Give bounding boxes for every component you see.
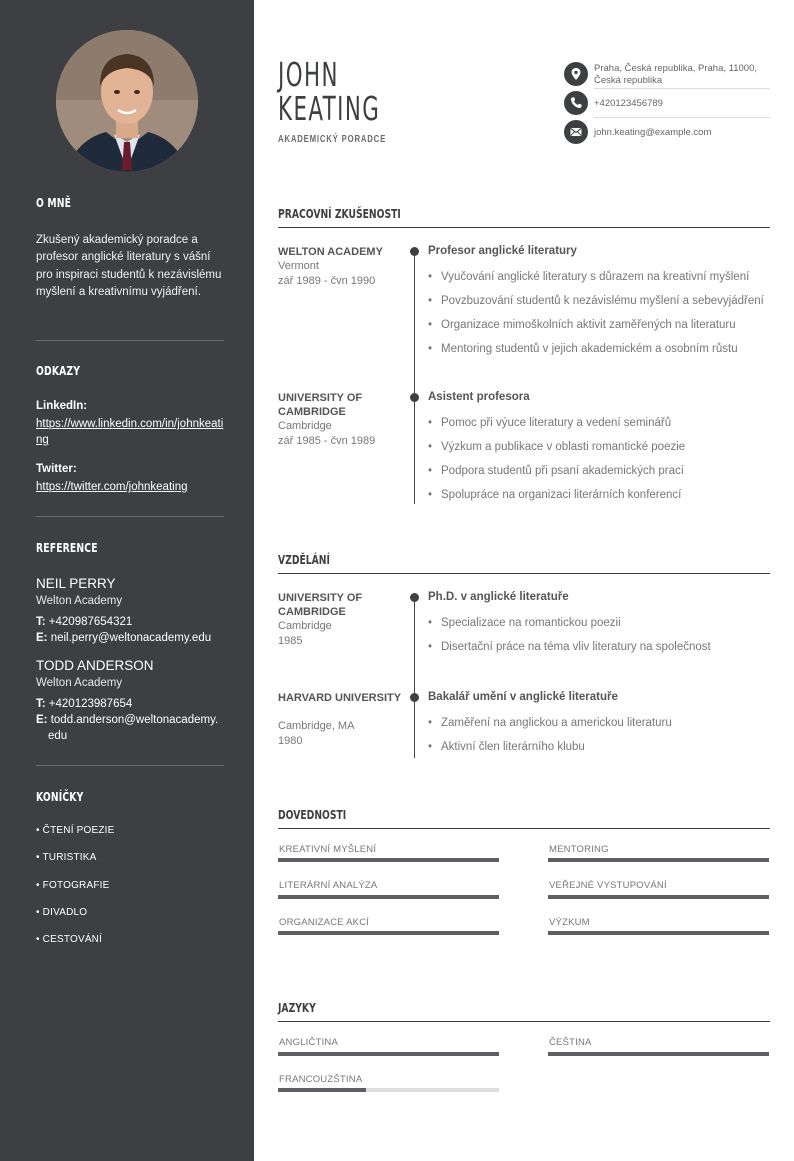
section-rule	[278, 1021, 770, 1022]
reference-org: Welton Academy	[36, 677, 123, 689]
links-title: ODKAZY	[36, 363, 81, 378]
job-title: Asistent profesora	[428, 391, 530, 403]
skill-label: KREATIVNÍ MYŠLENÍ	[279, 844, 377, 855]
reference-phone	[36, 614, 226, 630]
last-name: KEATING	[278, 89, 381, 128]
education-org: UNIVERSITY OF CAMBRIDGE	[278, 592, 363, 618]
skill-bar	[548, 931, 769, 935]
phone-icon	[564, 91, 588, 115]
list-item: • Disertační práce na téma vliv literatury na společnost	[428, 641, 773, 653]
degree-title: Ph.D. v anglické literatuře	[428, 591, 569, 603]
reference-org: Welton Academy	[36, 595, 123, 607]
list-item: • Vyučování anglické literatury s důrazem na kreativní myšlení	[428, 271, 773, 283]
education-location: Cambridge, MA	[278, 720, 355, 732]
hobby-item: • CESTOVÁNÍ	[36, 934, 103, 945]
email-label: E:	[36, 632, 48, 644]
reference-name: NEIL PERRY	[36, 576, 116, 591]
language-bar	[278, 1052, 499, 1056]
divider	[36, 765, 224, 766]
section-rule	[278, 227, 770, 228]
skill-bar-fill	[278, 858, 499, 862]
hobby-item: • FOTOGRAFIE	[36, 880, 110, 891]
language-label: FRANCOUZŠTINA	[279, 1074, 363, 1085]
language-label: ANGLIČTINA	[279, 1037, 339, 1048]
contact-phone: +420123456789	[594, 98, 663, 109]
language-bar	[548, 1052, 769, 1056]
divider	[36, 340, 224, 341]
envelope-icon	[564, 120, 588, 144]
list-item: • Spolupráce na organizaci literárních konferencí	[428, 489, 773, 501]
section-rule	[278, 573, 770, 574]
first-name: JOHN	[278, 55, 339, 94]
education-location: Cambridge	[278, 620, 332, 632]
email-label: E:	[36, 714, 48, 726]
map-pin-icon	[564, 62, 588, 86]
email-value: todd.anderson@weltonacademy.edu	[48, 714, 219, 742]
list-item: • Povzbuzování studentů k nezávislému myšlení a sebevyjádření	[428, 295, 773, 307]
reference-email	[36, 630, 226, 646]
timeline-line	[414, 251, 415, 504]
portrait-image	[56, 30, 198, 172]
skill-bar	[278, 931, 499, 935]
skill-bar	[548, 858, 769, 862]
divider	[36, 516, 224, 517]
timeline-dot	[410, 693, 419, 702]
skill-label: VÝZKUM	[549, 917, 590, 928]
skill-bar	[278, 895, 499, 899]
twitter-label: Twitter:	[36, 463, 77, 475]
list-item: • Mentoring studentů v jejich akademickém a osobním růstu	[428, 343, 773, 355]
contact-divider	[594, 88, 770, 89]
experience-location: Cambridge	[278, 420, 332, 432]
degree-title: Bakalář umění v anglické literatuře	[428, 691, 618, 703]
language-bar	[278, 1088, 499, 1092]
skill-bar	[548, 895, 769, 899]
list-item: • Zaměření na anglickou a americkou literaturu	[428, 717, 773, 729]
hobby-item: • TURISTIKA	[36, 852, 97, 863]
skill-bar-fill	[548, 931, 769, 935]
skill-bar-fill	[548, 895, 769, 899]
language-bar-fill	[278, 1052, 499, 1056]
language-label: ČEŠTINA	[549, 1037, 592, 1048]
skill-label: VEŘEJNÉ VYSTUPOVÁNÍ	[549, 880, 667, 891]
phone-value: +420123987654	[48, 698, 133, 710]
language-bar-fill	[278, 1088, 366, 1092]
job-title: Profesor anglické literatury	[428, 245, 577, 257]
hobbies-title: KONÍČKY	[36, 789, 84, 804]
education-dates: 1985	[278, 635, 303, 647]
list-item: • Pomoc při výuce literatury a vedení seminářů	[428, 417, 773, 429]
skill-label: LITERÁRNÍ ANALÝZA	[279, 880, 378, 891]
skill-label: ORGANIZACE AKCÍ	[279, 917, 370, 928]
twitter-link[interactable]: https://twitter.com/johnkeating	[36, 481, 188, 493]
list-item: • Specializace na romantickou poezii	[428, 617, 773, 629]
experience-dates: zář 1989 - čvn 1990	[278, 275, 376, 287]
skill-bar-fill	[278, 931, 499, 935]
list-item: • Aktivní člen literárního klubu	[428, 741, 773, 753]
phone-value: +420987654321	[48, 616, 133, 628]
phone-label: T:	[36, 698, 46, 710]
about-text: Zkušený akademický poradce a profesor anglické literatury s vášní pro inspiraci studentů k nezávislému myšlení a kreativnímu vyjádření.	[36, 234, 222, 299]
linkedin-label: LinkedIn:	[36, 400, 88, 412]
timeline-dot	[410, 593, 419, 602]
experience-org: WELTON ACADEMY	[278, 246, 383, 258]
languages-title: JAZYKY	[278, 1000, 316, 1015]
skill-bar-fill	[548, 858, 769, 862]
experience-org: UNIVERSITY OF CAMBRIDGE	[278, 392, 363, 418]
sidebar	[0, 0, 254, 1161]
experience-location: Vermont	[278, 260, 319, 272]
reference-phone	[36, 696, 226, 712]
candidate-name	[278, 55, 381, 128]
phone-label: T:	[36, 616, 46, 628]
education-dates: 1980	[278, 735, 303, 747]
skill-bar	[278, 858, 499, 862]
list-item: • Výzkum a publikace v oblasti romantické poezie	[428, 441, 773, 453]
education-title: VZDĚLÁNÍ	[278, 552, 330, 567]
linkedin-link[interactable]: https://www.linkedin.com/in/johnkeating	[36, 418, 224, 446]
list-item: • Podpora studentů při psaní akademických prací	[428, 465, 773, 477]
profile-photo	[56, 30, 198, 172]
timeline-dot	[410, 247, 419, 256]
about-title: O MNĚ	[36, 195, 72, 210]
hobby-item: • ČTENÍ POEZIE	[36, 825, 115, 836]
experience-title: PRACOVNÍ ZKUŠENOSTI	[278, 206, 401, 221]
timeline-line	[414, 597, 415, 758]
reference-name: TODD ANDERSON	[36, 658, 154, 673]
candidate-role: AKADEMICKÝ PORADCE	[278, 134, 387, 145]
timeline-dot	[410, 393, 419, 402]
education-org: HARVARD UNIVERSITY	[278, 692, 402, 704]
contact-address: Praha, Česká republika, Praha, 11000, Česká republika	[594, 63, 758, 86]
experience-dates: zář 1985 - čvn 1989	[278, 435, 376, 447]
list-item: • Organizace mimoškolních aktivit zaměřených na literaturu	[428, 319, 773, 331]
hobby-item: • DIVADLO	[36, 907, 88, 918]
language-bar-fill	[548, 1052, 769, 1056]
skill-label: MENTORING	[549, 844, 609, 855]
reference-email	[36, 712, 222, 744]
email-value: neil.perry@weltonacademy.edu	[50, 632, 212, 644]
contact-divider	[594, 117, 770, 118]
contact-email[interactable]: john.keating@example.com	[594, 127, 712, 138]
skills-title: DOVEDNOSTI	[278, 807, 347, 822]
section-rule	[278, 828, 770, 829]
skill-bar-fill	[278, 895, 499, 899]
references-title: REFERENCE	[36, 540, 98, 555]
